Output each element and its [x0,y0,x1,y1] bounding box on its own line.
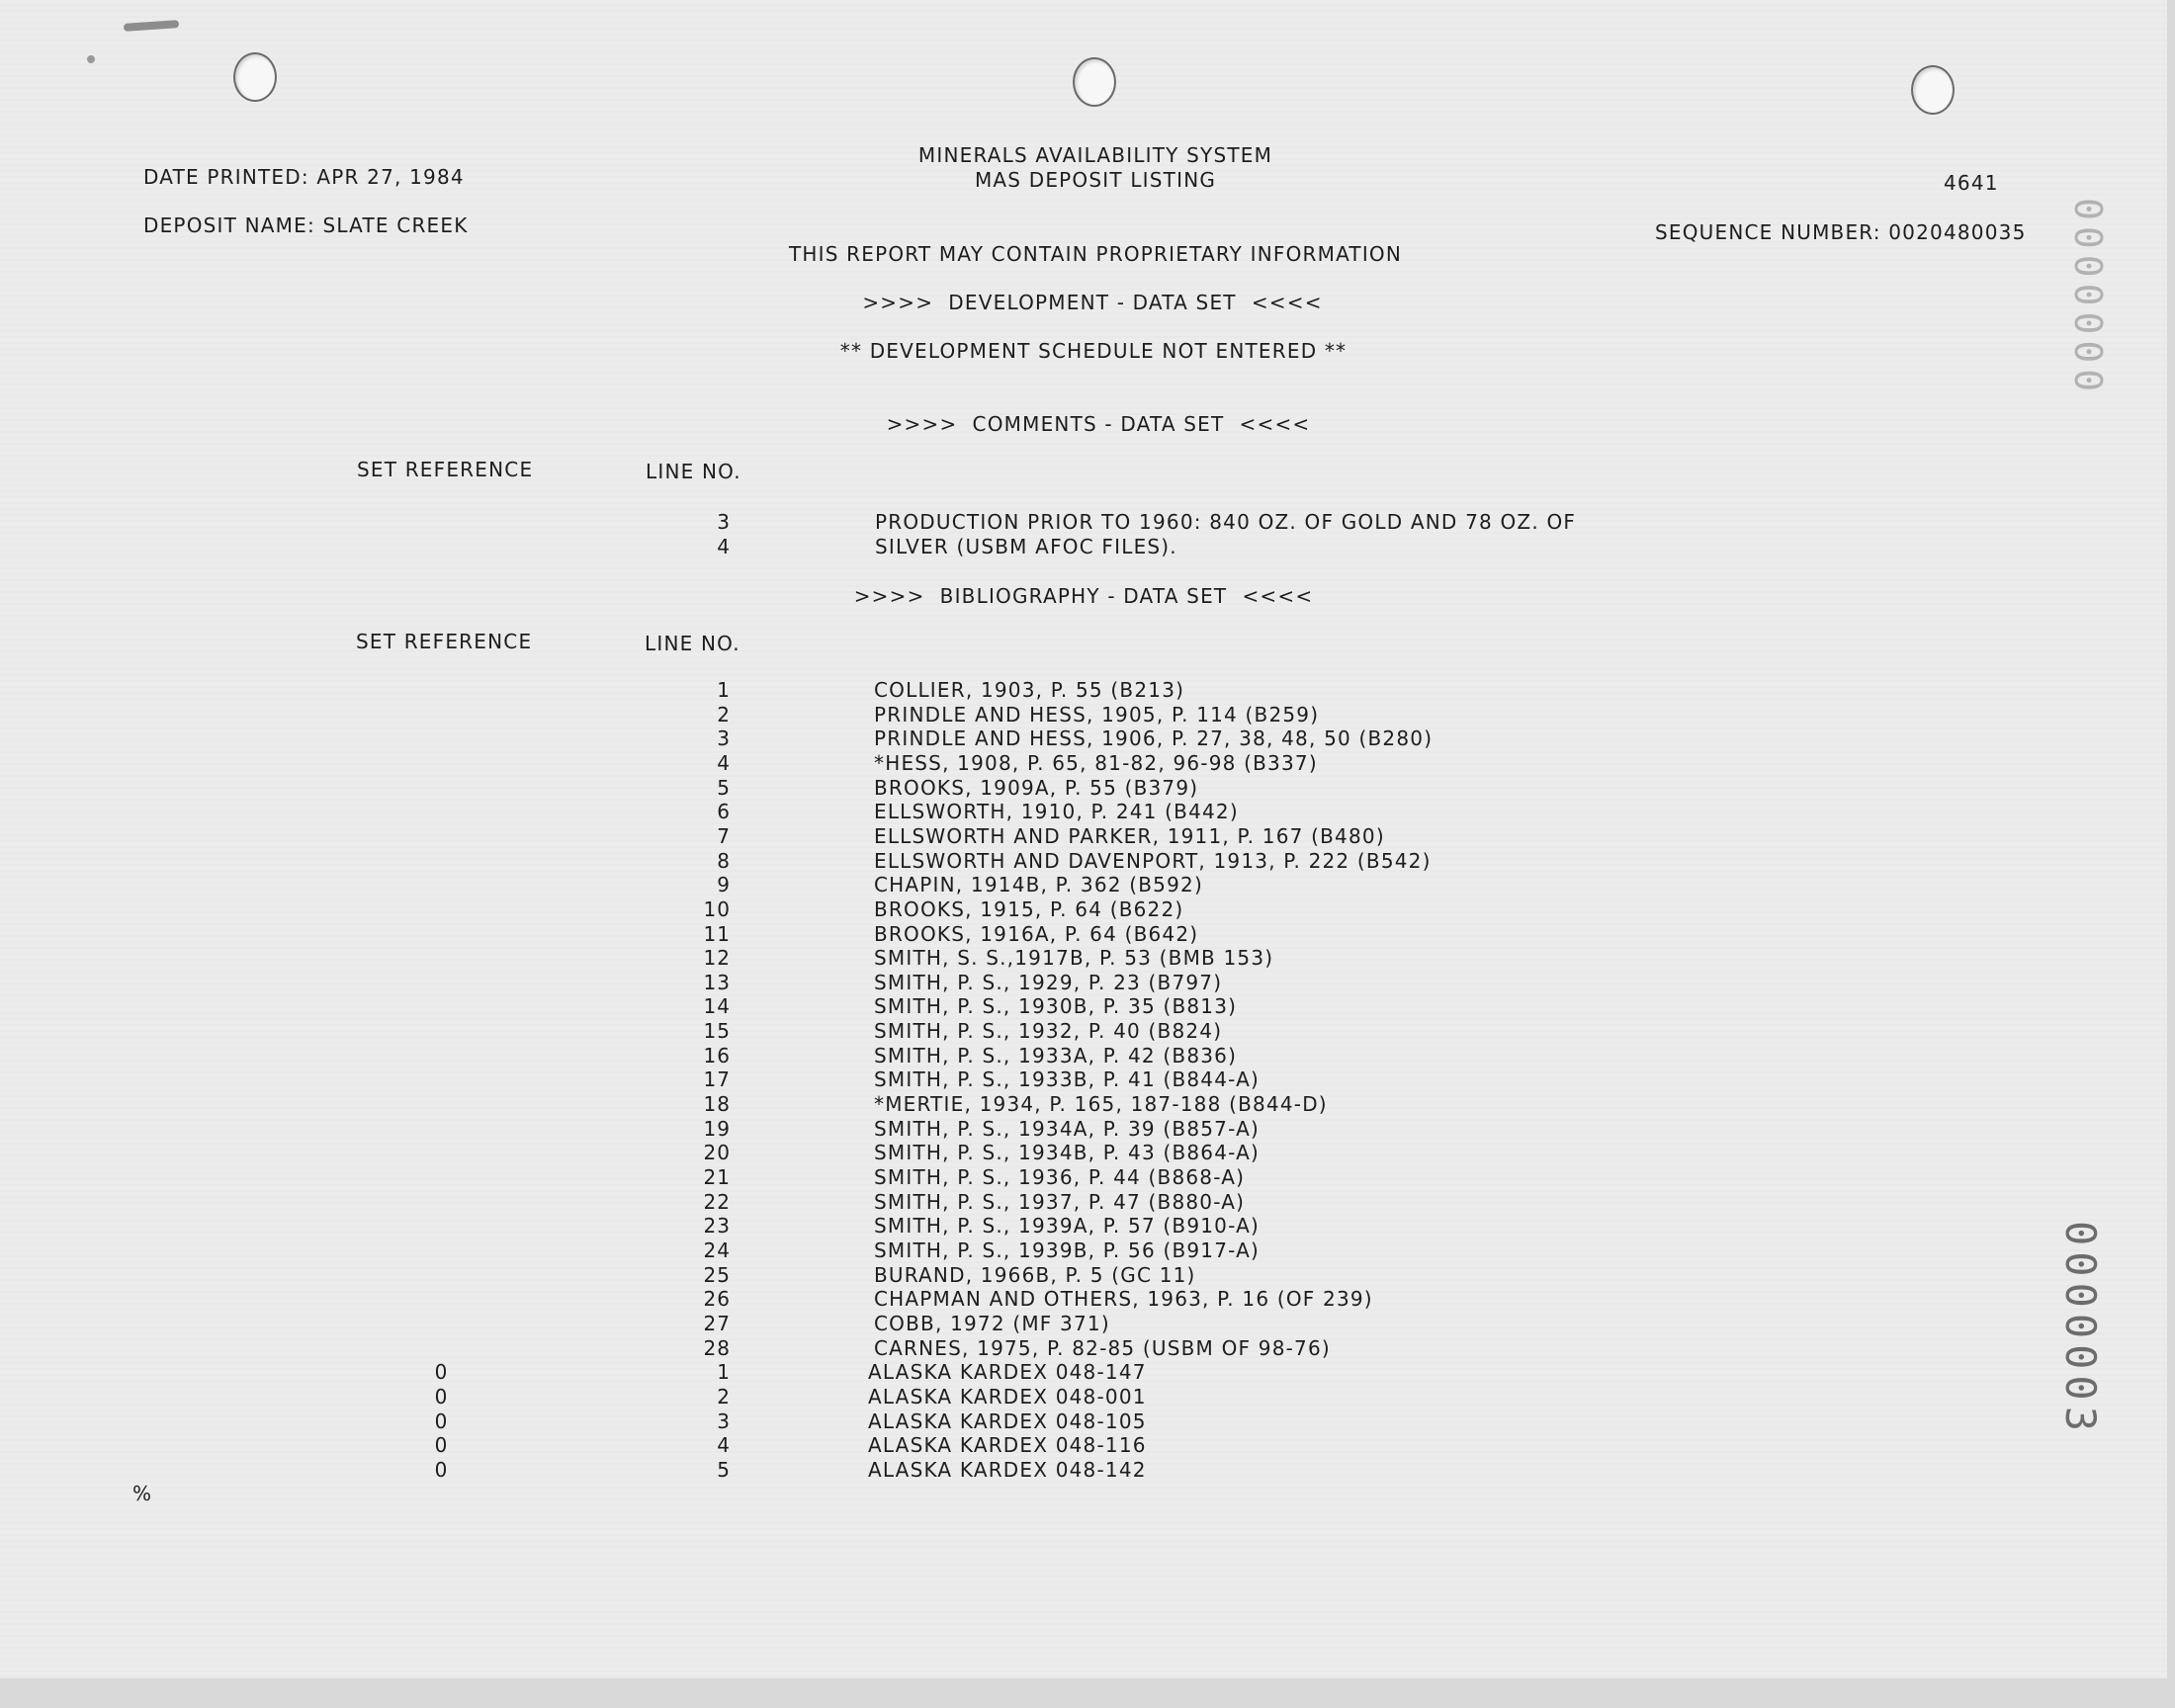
page-number: 4641 [1944,171,1999,195]
bibliography-line-number: 1 [717,1360,731,1384]
bibliography-entry: COBB, 1972 (MF 371) [874,1312,1110,1335]
bibliography-set-reference: 0 [434,1409,448,1433]
bibliography-entry: COLLIER, 1903, P. 55 (B213) [874,678,1185,702]
microfilm-stamp-bottom: 0000003 [2056,1221,2105,1438]
bibliography-line-number: 4 [717,751,731,775]
deposit-name: DEPOSIT NAME: SLATE CREEK [143,214,469,237]
bibliography-entry: SMITH, S. S.,1917B, P. 53 (BMB 153) [874,946,1274,970]
bibliography-line-number: 2 [717,1385,731,1409]
bibliography-line-number: 15 [703,1019,731,1043]
binder-hole-center [1073,57,1116,107]
bibliography-line-number: 26 [703,1287,731,1311]
microfilm-stamp-top: 0000000 [2066,198,2110,398]
binder-hole-left [233,52,277,102]
bibliography-col-set-reference: SET REFERENCE [356,630,533,653]
bibliography-entry: CHAPIN, 1914B, P. 362 (B592) [874,873,1203,897]
bibliography-line-number: 5 [717,1458,731,1482]
bibliography-entry: CHAPMAN AND OTHERS, 1963, P. 16 (OF 239) [874,1287,1373,1311]
bibliography-entry: SMITH, P. S., 1936, P. 44 (B868-A) [874,1165,1246,1189]
bibliography-set-reference: 0 [434,1360,448,1384]
footer-mark: % [132,1482,153,1505]
bibliography-col-line-no: LINE NO. [645,632,740,655]
bibliography-entry: ALASKA KARDEX 048-116 [868,1433,1147,1457]
bibliography-line-number: 19 [703,1117,731,1141]
bibliography-entry: SMITH, P. S., 1930B, P. 35 (B813) [874,994,1238,1018]
bibliography-line-number: 23 [703,1214,731,1238]
bibliography-line-number: 8 [717,849,731,873]
bibliography-line-number: 20 [703,1141,731,1164]
comment-text: PRODUCTION PRIOR TO 1960: 840 OZ. OF GOLD AND 78 OZ. OF [875,510,1577,534]
bibliography-line-number: 25 [703,1263,731,1287]
bibliography-set-reference: 0 [434,1385,448,1409]
bibliography-entry: SMITH, P. S., 1939B, P. 56 (B917-A) [874,1238,1261,1262]
bibliography-entry: SMITH, P. S., 1932, P. 40 (B824) [874,1019,1223,1043]
date-printed: DATE PRINTED: APR 27, 1984 [143,165,465,189]
bibliography-entry: SMITH, P. S., 1939A, P. 57 (B910-A) [874,1214,1260,1238]
development-heading: >>>> DEVELOPMENT - DATA SET <<<< [862,291,1323,314]
bibliography-entry: SMITH, P. S., 1929, P. 23 (B797) [874,971,1223,994]
bibliography-entry: PRINDLE AND HESS, 1906, P. 27, 38, 48, 50 (B280) [874,726,1434,750]
bibliography-line-number: 10 [703,897,731,921]
bibliography-line-number: 5 [717,776,731,800]
bibliography-line-number: 22 [703,1190,731,1214]
bibliography-heading: >>>> BIBLIOGRAPHY - DATA SET <<<< [853,584,1314,608]
bibliography-entry: SMITH, P. S., 1934B, P. 43 (B864-A) [874,1141,1261,1164]
comments-col-line-no: LINE NO. [646,460,741,483]
bibliography-entry: ALASKA KARDEX 048-142 [868,1458,1147,1482]
bibliography-line-number: 4 [717,1433,731,1457]
bibliography-entry: SMITH, P. S., 1934A, P. 39 (B857-A) [874,1117,1260,1141]
bibliography-entry: *MERTIE, 1934, P. 165, 187-188 (B844-D) [874,1092,1328,1116]
bibliography-line-number: 6 [717,800,731,823]
bibliography-set-reference: 0 [434,1433,448,1457]
bibliography-line-number: 3 [717,1409,731,1433]
bibliography-line-number: 3 [717,726,731,750]
bibliography-line-number: 2 [717,703,731,726]
bibliography-line-number: 28 [703,1336,731,1360]
bibliography-entry: ELLSWORTH AND PARKER, 1911, P. 167 (B480) [874,824,1385,848]
bibliography-entry: ALASKA KARDEX 048-105 [868,1409,1147,1433]
bibliography-line-number: 21 [703,1165,731,1189]
system-title: MINERALS AVAILABILITY SYSTEM [917,143,1273,167]
ink-dot [87,55,95,63]
bibliography-line-number: 13 [703,971,731,994]
bibliography-entry: ALASKA KARDEX 048-001 [868,1385,1147,1409]
bibliography-line-number: 1 [717,678,731,702]
bibliography-line-number: 9 [717,873,731,897]
bibliography-entry: SMITH, P. S., 1933A, P. 42 (B836) [874,1044,1238,1068]
bibliography-entry: ALASKA KARDEX 048-147 [868,1360,1147,1384]
binder-hole-right [1911,65,1955,115]
bibliography-entry: BROOKS, 1909A, P. 55 (B379) [874,776,1199,800]
bibliography-line-number: 27 [703,1312,731,1335]
bibliography-entry: BURAND, 1966B, P. 5 (GC 11) [874,1263,1196,1287]
pen-mark [124,20,179,32]
bibliography-entry: SMITH, P. S., 1933B, P. 41 (B844-A) [874,1068,1261,1091]
listing-title: MAS DEPOSIT LISTING [974,168,1217,192]
comment-line-number: 3 [717,510,731,534]
bibliography-entry: ELLSWORTH, 1910, P. 241 (B442) [874,800,1239,823]
development-note: ** DEVELOPMENT SCHEDULE NOT ENTERED ** [839,339,1348,363]
bibliography-entry: CARNES, 1975, P. 82-85 (USBM OF 98-76) [874,1336,1331,1360]
comment-text: SILVER (USBM AFOC FILES). [875,535,1177,558]
bibliography-line-number: 17 [703,1068,731,1091]
bibliography-line-number: 24 [703,1238,731,1262]
bibliography-entry: PRINDLE AND HESS, 1905, P. 114 (B259) [874,703,1320,726]
bibliography-line-number: 14 [703,994,731,1018]
bibliography-line-number: 18 [703,1092,731,1116]
comments-col-set-reference: SET REFERENCE [357,458,534,481]
bibliography-line-number: 11 [703,922,731,946]
sequence-number: SEQUENCE NUMBER: 0020480035 [1655,220,2027,244]
comments-heading: >>>> COMMENTS - DATA SET <<<< [886,412,1311,436]
comment-line-number: 4 [717,535,731,558]
bibliography-entry: SMITH, P. S., 1937, P. 47 (B880-A) [874,1190,1246,1214]
bibliography-line-number: 7 [717,824,731,848]
bibliography-line-number: 16 [703,1044,731,1068]
bibliography-line-number: 12 [703,946,731,970]
bibliography-set-reference: 0 [434,1458,448,1482]
bibliography-entry: BROOKS, 1915, P. 64 (B622) [874,897,1184,921]
proprietary-notice: THIS REPORT MAY CONTAIN PROPRIETARY INFORMATION [788,242,1403,266]
bibliography-entry: ELLSWORTH AND DAVENPORT, 1913, P. 222 (B542) [874,849,1432,873]
bibliography-entry: *HESS, 1908, P. 65, 81-82, 96-98 (B337) [874,751,1318,775]
bibliography-entry: BROOKS, 1916A, P. 64 (B642) [874,922,1199,946]
